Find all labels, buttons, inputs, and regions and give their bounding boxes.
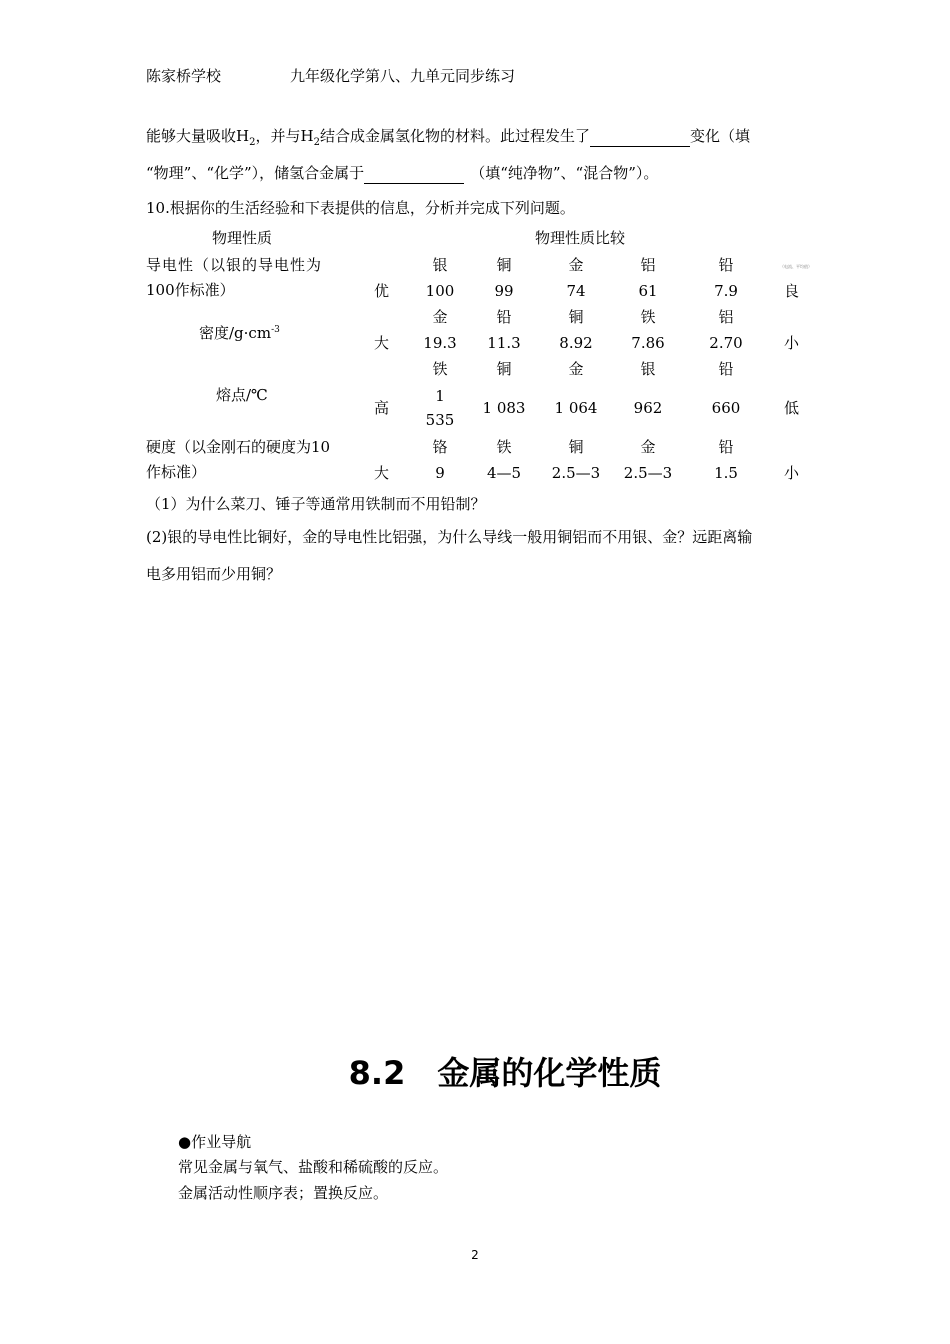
value-cell: 1 064 <box>554 399 598 417</box>
value-cell: 2.5—3 <box>623 464 673 482</box>
q9-line2 <box>146 163 658 184</box>
value-cell: 535 <box>425 411 455 429</box>
table-header-comparison: 物理性质比较 <box>535 229 626 247</box>
value-cell: 2.5—3 <box>551 464 601 482</box>
superscript: -3 <box>271 325 280 335</box>
value-cell: 1 <box>435 387 445 405</box>
nav-line-2: 金属活动性顺序表；置换反应。 <box>178 1184 389 1202</box>
scale-low: 小 <box>784 334 800 352</box>
scale-low: 低 <box>784 399 800 417</box>
row-melting-label: 熔点/℃ <box>216 386 268 404</box>
value-cell: 1 083 <box>482 399 526 417</box>
metal-cell: 铅 <box>718 438 734 456</box>
value-cell: 61 <box>638 282 658 300</box>
subscript: 2 <box>249 137 256 148</box>
scale-low: 小 <box>784 464 800 482</box>
scale-high: 高 <box>374 399 390 417</box>
q10-stem: 10.根据你的生活经验和下表提供的信息，分析并完成下列问题。 <box>146 199 575 217</box>
value-cell: 962 <box>633 399 663 417</box>
q9-text-a: 能够大量吸收H <box>146 127 250 145</box>
scale-high: 大 <box>374 464 390 482</box>
metal-cell: 铝 <box>640 256 656 274</box>
q9-text-b: ，并与H <box>255 127 314 145</box>
metal-cell: 铁 <box>496 438 512 456</box>
metal-cell: 铝 <box>718 308 734 326</box>
metal-cell: 金 <box>568 256 584 274</box>
density-unit: 密度/g·cm <box>199 324 272 342</box>
value-cell: 11.3 <box>487 334 521 352</box>
scale-high: 大 <box>374 334 390 352</box>
q9-text-c: 结合成金属氢化物的材料。此过程发生了 <box>319 127 590 145</box>
metal-cell: 金 <box>568 360 584 378</box>
metal-cell: 铜 <box>568 308 584 326</box>
value-cell: 7.9 <box>714 282 738 300</box>
nav-line-1: 常见金属与氧气、盐酸和稀硫酸的反应。 <box>178 1158 449 1176</box>
metal-cell: 铜 <box>496 360 512 378</box>
q9-text-d: 变化（填 <box>689 127 750 145</box>
value-cell: 7.86 <box>631 334 665 352</box>
metal-cell: 银 <box>432 256 448 274</box>
answer-blank-change[interactable] <box>590 126 690 147</box>
metal-cell: 铜 <box>568 438 584 456</box>
value-cell: 8.92 <box>559 334 593 352</box>
metal-cell: 金 <box>640 438 656 456</box>
metal-cell: 铅 <box>718 256 734 274</box>
metal-cell: 铁 <box>432 360 448 378</box>
q10-sub2-line1: (2)银的导电性比铜好，金的导电性比铝强，为什么导线一般用铜铝而不用银、金？远距离输 <box>146 528 753 546</box>
small-note: （电流、平均值） <box>780 264 812 269</box>
section-title: 8.2 金属的化学性质 <box>348 1054 662 1092</box>
header-school: 陈家桥学校 <box>146 67 222 85</box>
answer-blank-mixture[interactable] <box>364 163 464 184</box>
scale-high: 优 <box>374 282 390 300</box>
row-conductivity-label-2: 100作标准） <box>146 281 235 299</box>
metal-cell: 金 <box>432 308 448 326</box>
metal-cell: 银 <box>640 360 656 378</box>
value-cell: 99 <box>494 282 514 300</box>
page-number: 2 <box>471 1248 479 1262</box>
nav-heading: ●作业导航 <box>178 1133 252 1151</box>
value-cell: 1.5 <box>714 464 738 482</box>
metal-cell: 铁 <box>640 308 656 326</box>
value-cell: 19.3 <box>423 334 457 352</box>
q10-sub2-line2: 电多用铝而少用铜？ <box>146 565 282 583</box>
value-cell: 2.70 <box>709 334 743 352</box>
row-conductivity-label-1: 导电性（以银的导电性为 <box>146 256 323 274</box>
table-header-property: 物理性质 <box>212 229 273 247</box>
q9-text-f: （填“纯净物”、“混合物”）。 <box>470 164 659 182</box>
scale-low: 良 <box>784 282 800 300</box>
q9-text-e: “物理”、“化学”），储氢合金属于 <box>146 164 365 182</box>
q10-sub1: （1）为什么菜刀、锤子等通常用铁制而不用铅制？ <box>146 495 486 513</box>
value-cell: 100 <box>425 282 455 300</box>
value-cell: 74 <box>566 282 586 300</box>
value-cell: 660 <box>711 399 741 417</box>
row-hardness-label-1: 硬度（以金刚石的硬度为10 <box>146 438 331 456</box>
metal-cell: 铬 <box>432 438 448 456</box>
row-density-label <box>199 320 280 343</box>
metal-cell: 铅 <box>496 308 512 326</box>
metal-cell: 铜 <box>496 256 512 274</box>
row-hardness-label-2: 作标准） <box>146 463 207 481</box>
q9-line1 <box>146 126 750 153</box>
value-cell: 4—5 <box>486 464 522 482</box>
header-course: 九年级化学第八、九单元同步练习 <box>290 67 516 85</box>
subscript: 2 <box>313 137 320 148</box>
metal-cell: 铅 <box>718 360 734 378</box>
value-cell: 9 <box>435 464 445 482</box>
